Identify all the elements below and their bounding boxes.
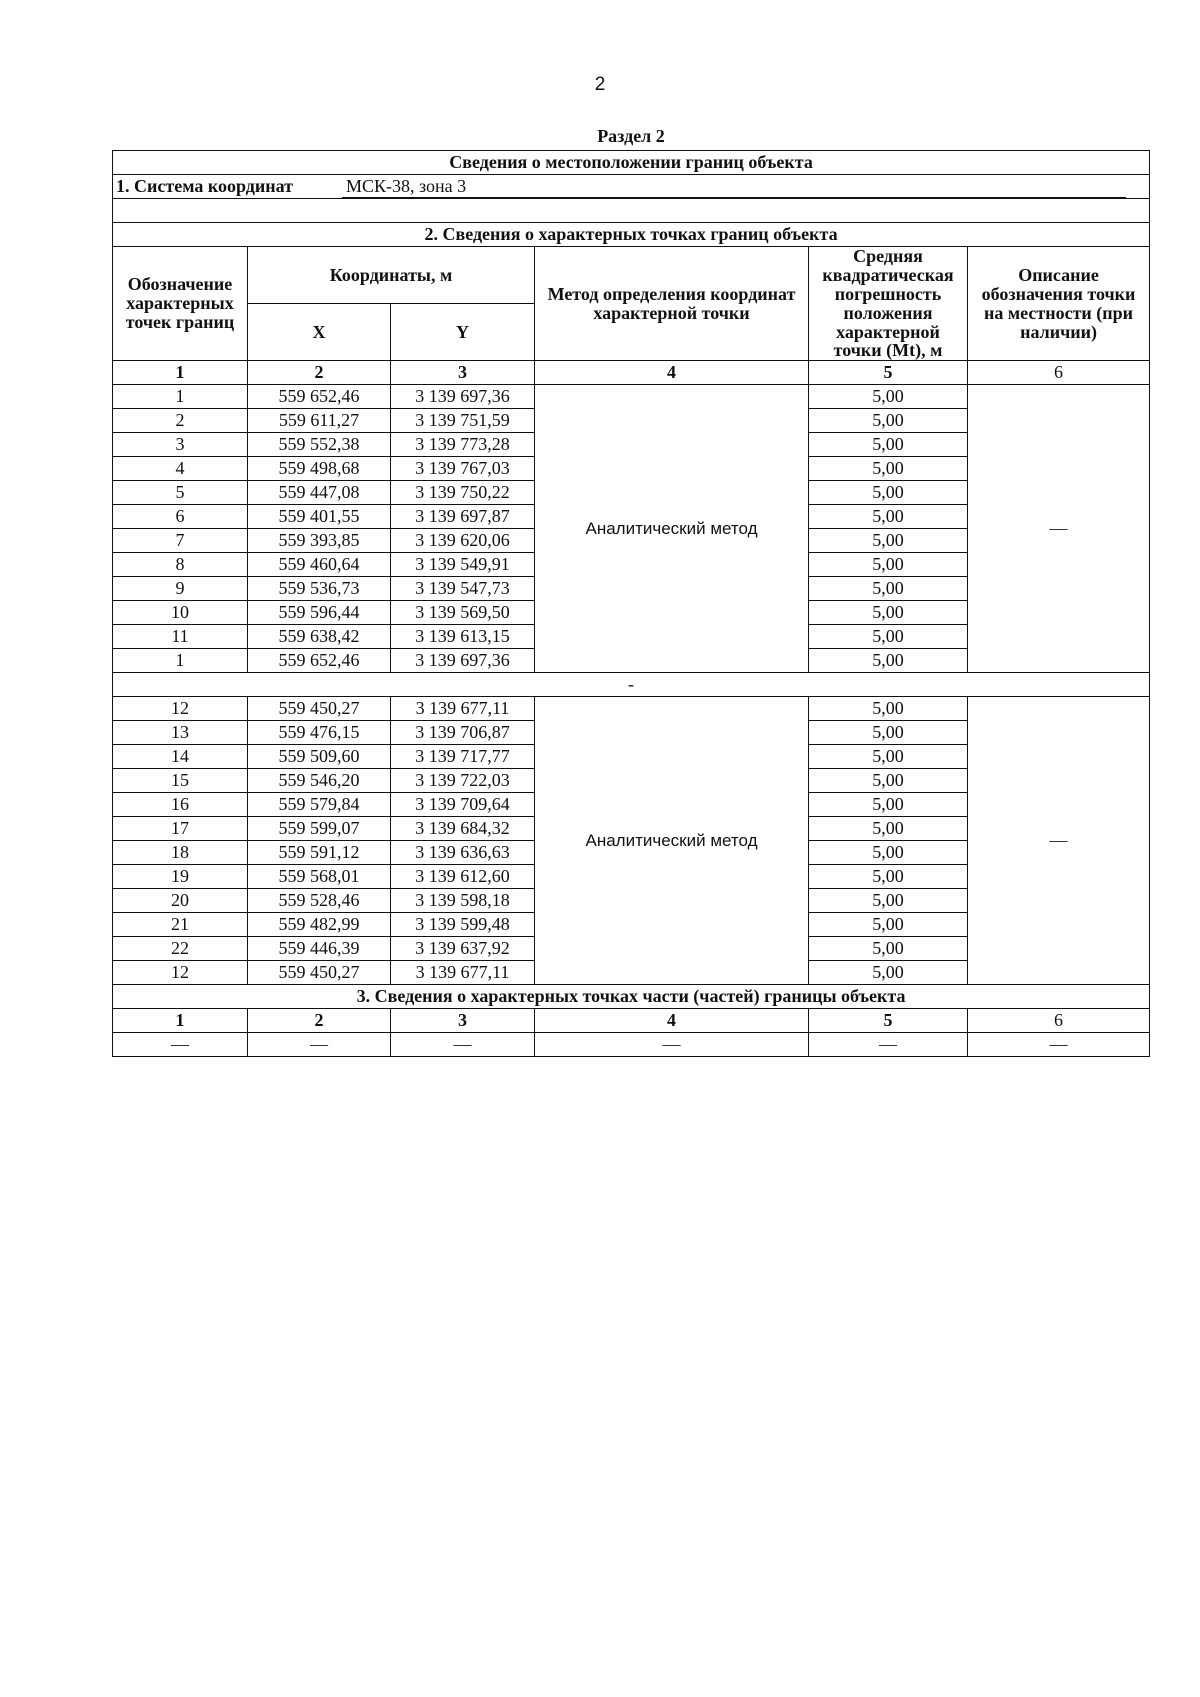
point-x: 559 599,07 (248, 817, 391, 841)
point-number: 8 (113, 553, 248, 577)
point-y: 3 139 751,59 (391, 409, 535, 433)
point-number: 5 (113, 481, 248, 505)
mean-error-value: 5,00 (809, 745, 968, 769)
point-y: 3 139 636,63 (391, 841, 535, 865)
header-y: Y (391, 304, 535, 361)
point-x: 559 498,68 (248, 457, 391, 481)
header-method: Метод определения координат характерной точки (535, 247, 809, 361)
point-x: 559 568,01 (248, 865, 391, 889)
point-x: 559 552,38 (248, 433, 391, 457)
point-y: 3 139 684,32 (391, 817, 535, 841)
header-mean-error: Средняя квадратическая погрешность положения характерной точки (Mt), м (809, 247, 968, 361)
coordinate-system-label: 1. Система координат (116, 176, 293, 196)
mean-error-value: 5,00 (809, 721, 968, 745)
point-number: 18 (113, 841, 248, 865)
column-number: 4 (535, 1009, 809, 1033)
mean-error-value: 5,00 (809, 481, 968, 505)
point-number: 12 (113, 697, 248, 721)
point-x: 559 460,64 (248, 553, 391, 577)
point-x: 559 476,15 (248, 721, 391, 745)
mean-error-value: 5,00 (809, 433, 968, 457)
point-number: 14 (113, 745, 248, 769)
table-row (113, 385, 1150, 409)
mean-error-value: 5,00 (809, 625, 968, 649)
point-x: 559 450,27 (248, 961, 391, 985)
mean-error-value: 5,00 (809, 913, 968, 937)
mean-error-value: 5,00 (809, 961, 968, 985)
column-number: 4 (535, 361, 809, 385)
header-x: X (248, 304, 391, 361)
mean-error-value: 5,00 (809, 409, 968, 433)
contour-separator-row (113, 673, 1150, 697)
point-number: 19 (113, 865, 248, 889)
point-number: 12 (113, 961, 248, 985)
point-y: 3 139 547,73 (391, 577, 535, 601)
description-cell: — (968, 385, 1150, 673)
table-title: Сведения о местоположении границ объекта (113, 151, 1150, 175)
empty-dash-cell: — (968, 1033, 1150, 1057)
mean-error-value: 5,00 (809, 817, 968, 841)
point-y: 3 139 599,48 (391, 913, 535, 937)
method-cell: Аналитический метод (535, 697, 809, 985)
point-x: 559 482,99 (248, 913, 391, 937)
page-number: 2 (594, 74, 606, 95)
column-number: 3 (391, 1009, 535, 1033)
point-y: 3 139 549,91 (391, 553, 535, 577)
mean-error-value: 5,00 (809, 937, 968, 961)
point-number: 1 (113, 649, 248, 673)
mean-error-value: 5,00 (809, 889, 968, 913)
point-number: 21 (113, 913, 248, 937)
point-x: 559 393,85 (248, 529, 391, 553)
point-x: 559 596,44 (248, 601, 391, 625)
point-y: 3 139 598,18 (391, 889, 535, 913)
point-number: 1 (113, 385, 248, 409)
point-y: 3 139 677,11 (391, 697, 535, 721)
empty-dash-cell: — (809, 1033, 968, 1057)
blank-row (113, 199, 1150, 223)
empty-dash-cell: — (248, 1033, 391, 1057)
description-cell: — (968, 697, 1150, 985)
mean-error-value: 5,00 (809, 529, 968, 553)
point-y: 3 139 697,36 (391, 649, 535, 673)
mean-error-value: 5,00 (809, 601, 968, 625)
point-y: 3 139 722,03 (391, 769, 535, 793)
point-number: 6 (113, 505, 248, 529)
column-numbers-row (113, 361, 1150, 385)
point-number: 10 (113, 601, 248, 625)
point-y: 3 139 612,60 (391, 865, 535, 889)
column-number: 6 (968, 361, 1150, 385)
mean-error-value: 5,00 (809, 649, 968, 673)
method-cell: Аналитический метод (535, 385, 809, 673)
mean-error-value: 5,00 (809, 505, 968, 529)
point-x: 559 652,46 (248, 385, 391, 409)
header-description: Описание обозначения точки на местности (при наличии) (968, 247, 1150, 361)
point-x: 559 401,55 (248, 505, 391, 529)
point-x: 559 446,39 (248, 937, 391, 961)
column-number: 2 (248, 1009, 391, 1033)
boundary-table (112, 150, 1150, 1057)
table-row (113, 697, 1150, 721)
point-y: 3 139 750,22 (391, 481, 535, 505)
point-y: 3 139 709,64 (391, 793, 535, 817)
mean-error-value: 5,00 (809, 793, 968, 817)
parts-empty-row (113, 1033, 1150, 1057)
section-title: Раздел 2 (597, 126, 665, 146)
mean-error-value: 5,00 (809, 865, 968, 889)
header-point-designation: Обозначение характерных точек границ (113, 247, 248, 361)
point-number: 3 (113, 433, 248, 457)
point-x: 559 546,20 (248, 769, 391, 793)
point-number: 17 (113, 817, 248, 841)
column-number: 5 (809, 1009, 968, 1033)
column-number: 6 (968, 1009, 1150, 1033)
point-y: 3 139 697,87 (391, 505, 535, 529)
point-x: 559 447,08 (248, 481, 391, 505)
point-x: 559 611,27 (248, 409, 391, 433)
point-y: 3 139 613,15 (391, 625, 535, 649)
point-y: 3 139 637,92 (391, 937, 535, 961)
point-number: 7 (113, 529, 248, 553)
column-number: 5 (809, 361, 968, 385)
empty-dash-cell: — (535, 1033, 809, 1057)
column-number: 1 (113, 1009, 248, 1033)
point-x: 559 536,73 (248, 577, 391, 601)
point-number: 15 (113, 769, 248, 793)
point-number: 4 (113, 457, 248, 481)
point-x: 559 652,46 (248, 649, 391, 673)
column-number: 2 (248, 361, 391, 385)
point-x: 559 591,12 (248, 841, 391, 865)
column-number: 1 (113, 361, 248, 385)
coordinate-system-value: МСК-38, зона 3 (342, 175, 1126, 198)
point-y: 3 139 773,28 (391, 433, 535, 457)
point-y: 3 139 706,87 (391, 721, 535, 745)
point-y: 3 139 767,03 (391, 457, 535, 481)
mean-error-value: 5,00 (809, 769, 968, 793)
point-y: 3 139 620,06 (391, 529, 535, 553)
point-x: 559 509,60 (248, 745, 391, 769)
mean-error-value: 5,00 (809, 577, 968, 601)
parts-section-title: 3. Сведения о характерных точках части (частей) границы объекта (113, 985, 1150, 1009)
point-number: 16 (113, 793, 248, 817)
point-number: 22 (113, 937, 248, 961)
column-number: 3 (391, 361, 535, 385)
point-y: 3 139 677,11 (391, 961, 535, 985)
mean-error-value: 5,00 (809, 457, 968, 481)
point-x: 559 450,27 (248, 697, 391, 721)
empty-dash-cell: — (391, 1033, 535, 1057)
contour-separator: - (113, 673, 1150, 697)
empty-dash-cell: — (113, 1033, 248, 1057)
parts-column-numbers-row (113, 1009, 1150, 1033)
mean-error-value: 5,00 (809, 553, 968, 577)
points-section-title: 2. Сведения о характерных точках границ объекта (113, 223, 1150, 247)
point-number: 2 (113, 409, 248, 433)
point-number: 11 (113, 625, 248, 649)
point-number: 20 (113, 889, 248, 913)
mean-error-value: 5,00 (809, 385, 968, 409)
coordinate-system-row (113, 175, 1150, 199)
point-y: 3 139 697,36 (391, 385, 535, 409)
mean-error-value: 5,00 (809, 697, 968, 721)
point-number: 9 (113, 577, 248, 601)
parts-section-row (113, 985, 1150, 1009)
mean-error-value: 5,00 (809, 841, 968, 865)
point-x: 559 638,42 (248, 625, 391, 649)
point-y: 3 139 569,50 (391, 601, 535, 625)
header-coordinates: Координаты, м (248, 247, 535, 304)
point-x: 559 579,84 (248, 793, 391, 817)
point-number: 13 (113, 721, 248, 745)
point-x: 559 528,46 (248, 889, 391, 913)
point-y: 3 139 717,77 (391, 745, 535, 769)
